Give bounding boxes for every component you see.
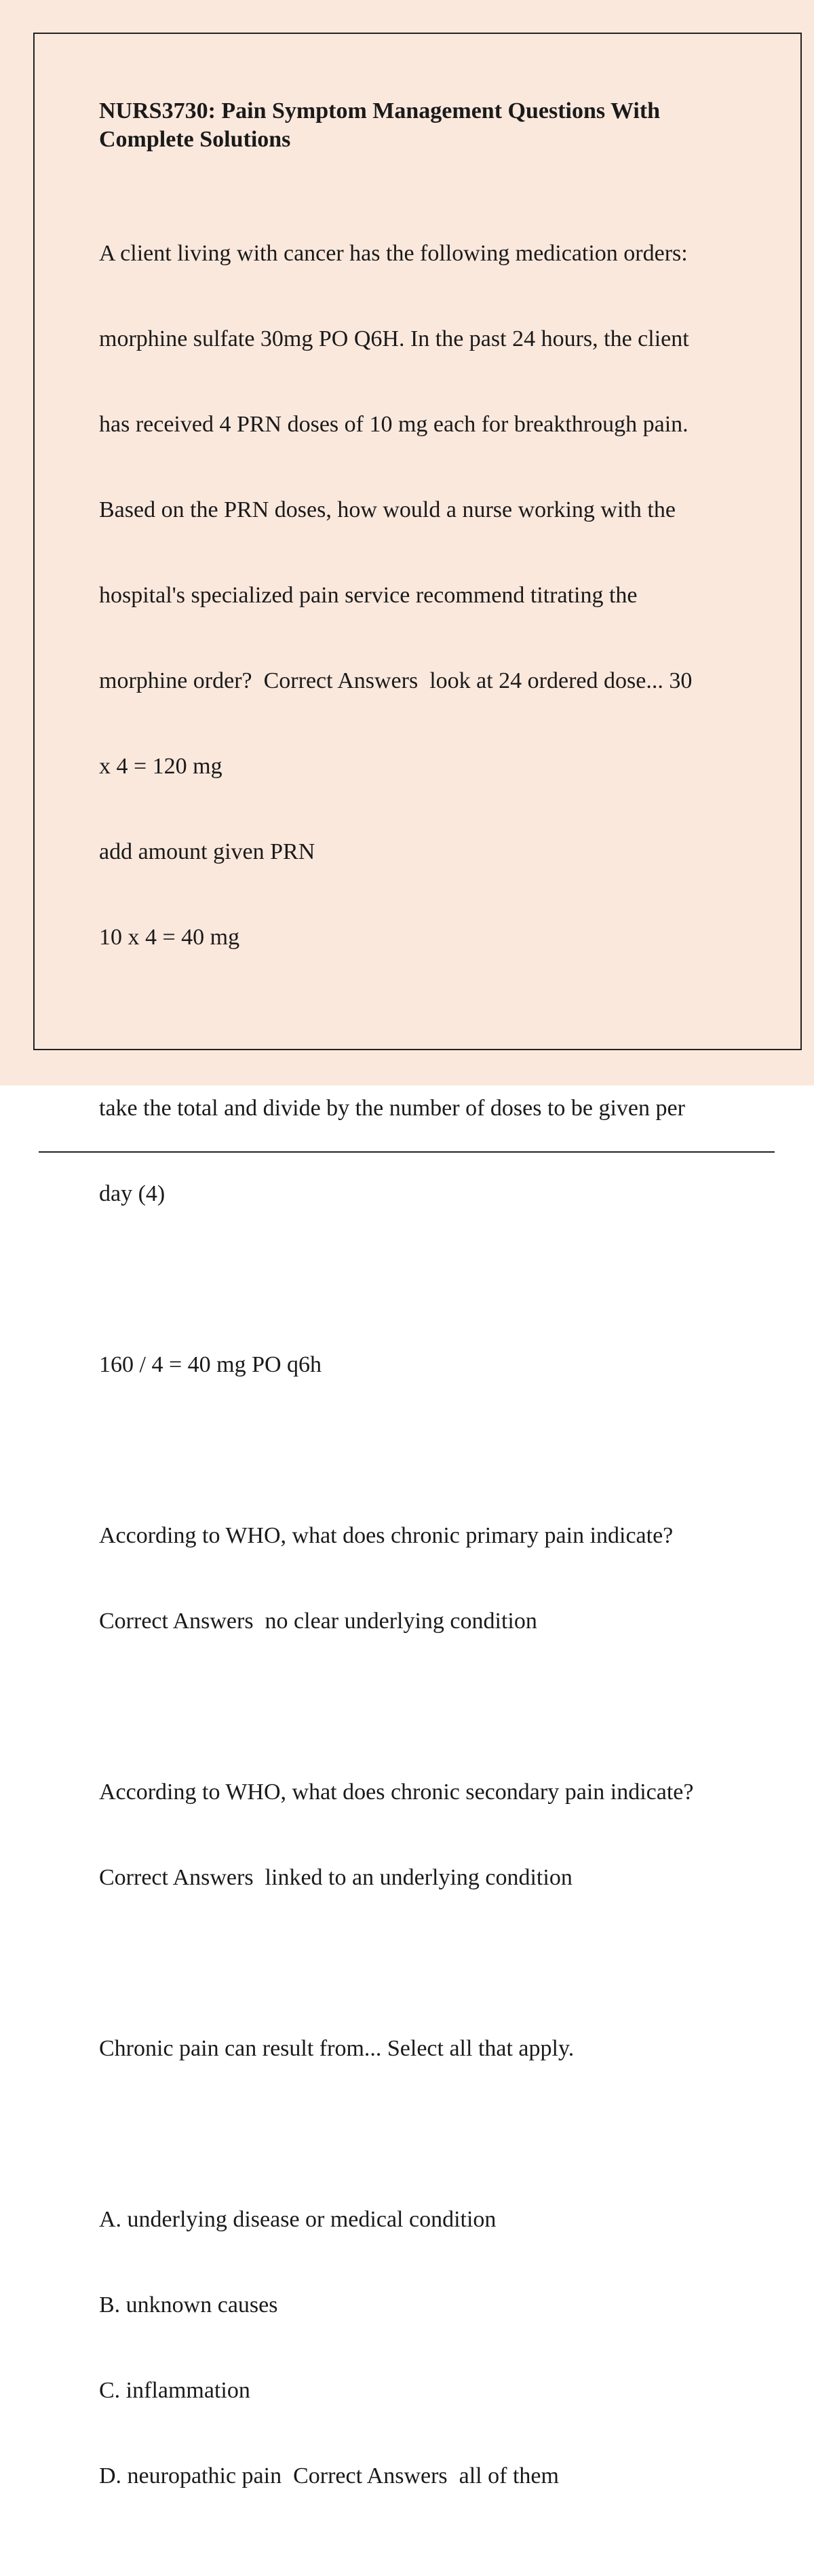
- question-1-result: [99, 1294, 743, 1436]
- question-3-line: According to WHO, what does chronic secondary pain indicate?: [99, 1780, 694, 1805]
- question-1-line: hospital's specialized pain service recommend titrating the: [99, 583, 638, 608]
- question-4-options: [99, 2149, 743, 2548]
- option-a: A. underlying disease or medical condition: [99, 2207, 497, 2232]
- bottom-divider: [39, 1151, 775, 1153]
- question-1-line: x 4 = 120 mg: [99, 754, 222, 779]
- option-d: D. neuropathic pain Correct Answers all of them: [99, 2463, 559, 2488]
- result-line: 160 / 4 = 40 mg PO q6h: [99, 1352, 322, 1377]
- document-body: [99, 97, 743, 2576]
- option-b: B. unknown causes: [99, 2292, 278, 2318]
- question-3: [99, 1721, 743, 1949]
- question-1-line: A client living with cancer has the following medication orders:: [99, 241, 688, 266]
- document-title: [99, 97, 743, 154]
- question-1-line: Based on the PRN doses, how would a nurse working with the: [99, 497, 676, 522]
- question-3-answer: Correct Answers linked to an underlying condition: [99, 1865, 573, 1890]
- option-c: C. inflammation: [99, 2378, 250, 2403]
- title-line: Complete Solutions: [99, 127, 291, 152]
- title-line: NURS3730: Pain Symptom Management Questions With: [99, 98, 661, 123]
- question-2-line: According to WHO, what does chronic primary pain indicate?: [99, 1523, 674, 1548]
- question-1: [99, 182, 743, 1009]
- question-1-line: morphine order? Correct Answers look at 24 ordered dose... 30: [99, 668, 693, 693]
- step-2-line: day (4): [99, 1181, 166, 1206]
- question-4-stem: [99, 1978, 743, 2120]
- question-1-line: 10 x 4 = 40 mg: [99, 925, 240, 950]
- question-2-answer: Correct Answers no clear underlying condition: [99, 1609, 537, 1634]
- question-2: [99, 1465, 743, 1693]
- step-2-line: take the total and divide by the number of doses to be given per: [99, 1096, 685, 1121]
- question-1-line: add amount given PRN: [99, 839, 315, 864]
- question-1-line: has received 4 PRN doses of 10 mg each for breakthrough pain.: [99, 412, 689, 437]
- question-4-line: Chronic pain can result from... Select all that apply.: [99, 2036, 575, 2061]
- question-1-line: morphine sulfate 30mg PO Q6H. In the past 24 hours, the client: [99, 326, 689, 351]
